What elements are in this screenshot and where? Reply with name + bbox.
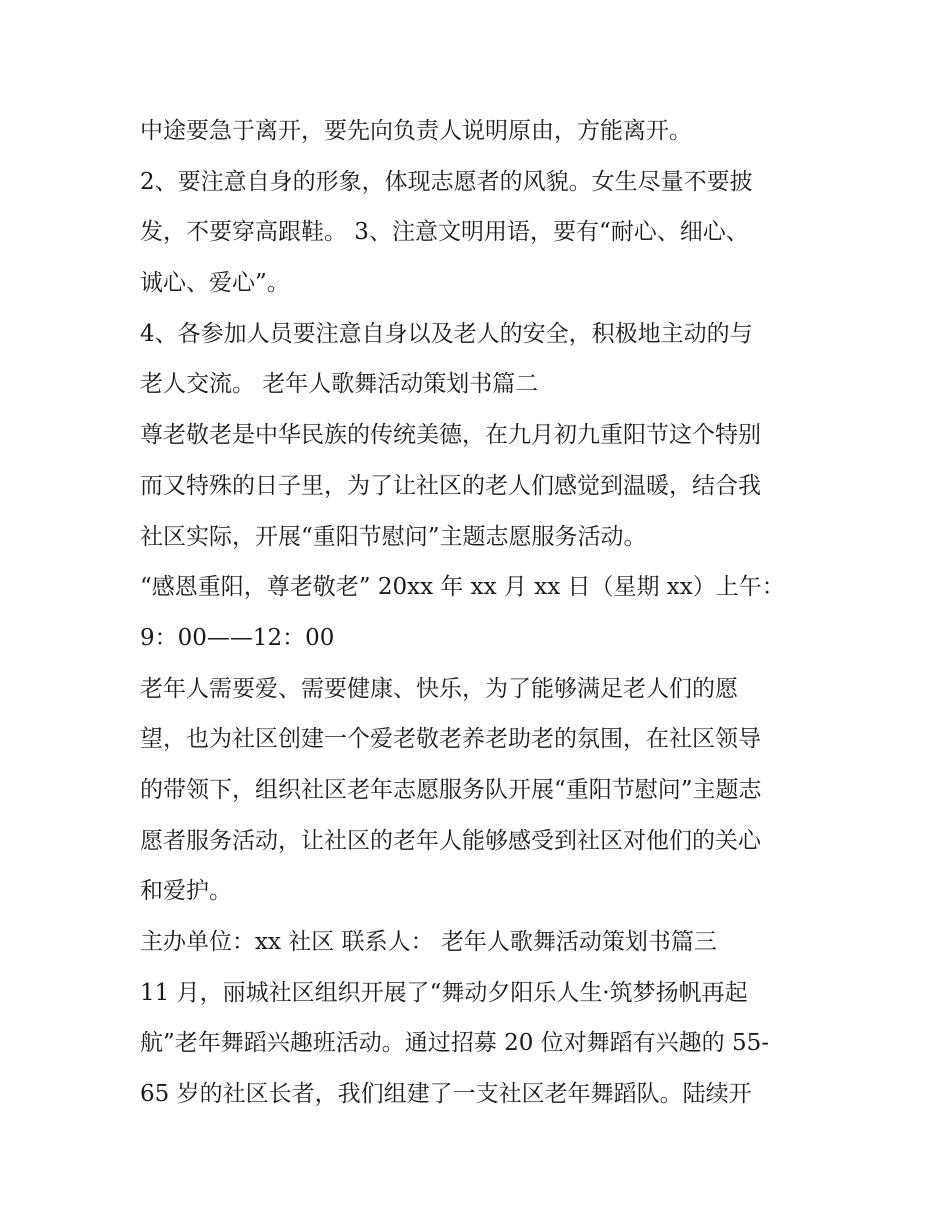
- text-line: 老人交流。 老年人歌舞活动策划书篇二: [140, 371, 539, 398]
- text-line: 老年人需要爱、需要健康、快乐，为了能够满足老人们的愿: [140, 675, 738, 702]
- text-line: 望，也为社区创建一个爱老敬老养老助老的氛围，在社区领导: [140, 726, 761, 753]
- text-line: 中途要急于离开，要先向负责人说明原由，方能离开。: [140, 118, 692, 144]
- text-line: 愿者服务活动，让社区的老年人能够感受到社区对他们的关心: [140, 827, 761, 854]
- text-line: 和爱护。: [140, 878, 232, 905]
- document-body: [140, 106, 830, 1120]
- text-line: 诚心、爱心”。: [140, 270, 290, 297]
- text-line: 11 月，丽城社区组织开展了“舞动夕阳乐人生·筑梦扬帆再起: [140, 979, 748, 1006]
- text-line: 的带领下，组织社区老年志愿服务队开展“重阳节慰问”主题志: [140, 776, 762, 803]
- text-line: 社区实际，开展“重阳节慰问”主题志愿服务活动。: [140, 523, 647, 550]
- text-line: 4、各参加人员要注意自身以及老人的安全，积极地主动的与: [140, 320, 753, 347]
- text-line: 尊老敬老是中华民族的传统美德，在九月初九重阳节这个特别: [140, 422, 761, 449]
- text-line: 航”老年舞蹈兴趣班活动。通过招募 20 位对舞蹈有兴趣的 55-: [140, 1030, 769, 1057]
- text-line: 2、要注意自身的形象，体现志愿者的风貌。女生尽量不要披: [140, 168, 753, 195]
- text-line: 主办单位：xx 社区 联系人： 老年人歌舞活动策划书篇三: [140, 929, 717, 955]
- text-line: 9：00——12：00: [140, 624, 335, 651]
- text-line: 而又特殊的日子里，为了让社区的老人们感觉到温暖，结合我: [140, 472, 761, 499]
- text-line: 65 岁的社区长者，我们组建了一支社区老年舞蹈队。陆续开: [140, 1081, 752, 1108]
- text-line: 发，不要穿高跟鞋。 3、注意文明用语，要有“耐心、细心、: [140, 219, 749, 246]
- text-line: “感恩重阳，尊老敬老” 20xx 年 xx 月 xx 日（星期 xx）上午：: [140, 574, 785, 601]
